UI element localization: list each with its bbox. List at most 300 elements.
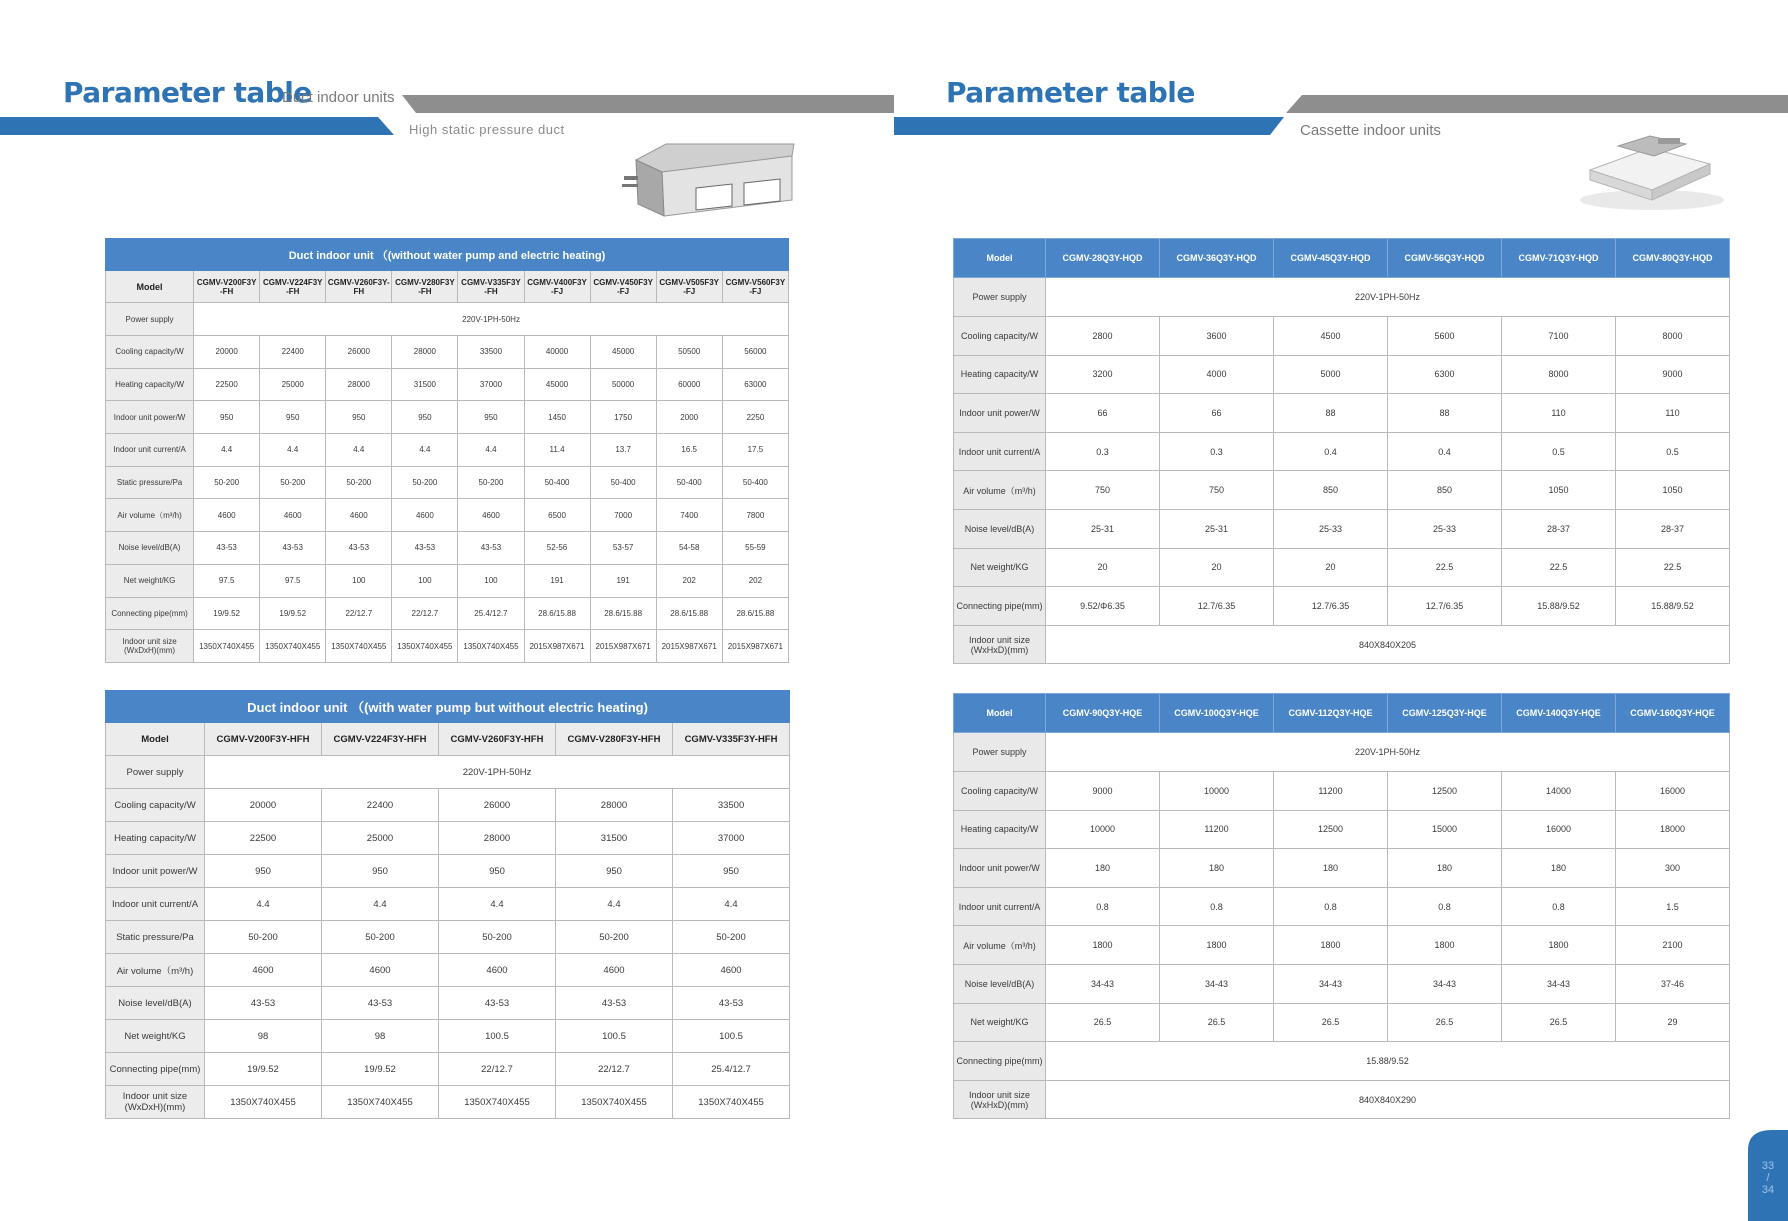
value-cell: 18000 (1616, 810, 1730, 849)
value-cell: 26000 (326, 336, 392, 369)
value-cell: 3600 (1160, 317, 1274, 356)
row-label: Indoor unit power/W (954, 394, 1046, 433)
model-cell: CGMV-71Q3Y-HQD (1502, 239, 1616, 278)
value-cell: 100.5 (439, 1020, 556, 1053)
value-cell: 100 (326, 564, 392, 597)
value-cell: 28.6/15.88 (590, 597, 656, 630)
value-cell: 43-53 (260, 532, 326, 565)
value-cell: 100 (392, 564, 458, 597)
value-cell: 4600 (322, 954, 439, 987)
table-row (954, 772, 1730, 811)
value-cell: 1350X740X455 (326, 630, 392, 663)
value-cell: 22500 (205, 822, 322, 855)
cassette-unit-image (1570, 134, 1730, 214)
model-cell: CGMV-28Q3Y-HQD (1046, 239, 1160, 278)
value-cell: 4.4 (260, 434, 326, 467)
value-cell: 12.7/6.35 (1160, 587, 1274, 626)
value-cell: 6300 (1388, 355, 1502, 394)
value-cell: 43-53 (673, 987, 790, 1020)
table-row (954, 964, 1730, 1003)
value-cell: 43-53 (194, 532, 260, 565)
value-cell: 0.8 (1274, 887, 1388, 926)
value-cell: 4600 (673, 954, 790, 987)
model-label: Model (106, 271, 194, 303)
value-cell: 50500 (656, 336, 722, 369)
value-cell: 50-200 (322, 921, 439, 954)
value-cell: 26.5 (1274, 1003, 1388, 1042)
value-cell: 4600 (439, 954, 556, 987)
value-cell: 950 (205, 855, 322, 888)
value-cell: 100.5 (556, 1020, 673, 1053)
value-cell: 110 (1502, 394, 1616, 433)
value-cell: 1800 (1046, 926, 1160, 965)
table-row (106, 499, 789, 532)
value-cell: 28-37 (1502, 509, 1616, 548)
value-cell: 22/12.7 (326, 597, 392, 630)
value-cell: 950 (439, 855, 556, 888)
value-cell: 1350X740X455 (556, 1086, 673, 1119)
value-cell: 50-200 (326, 466, 392, 499)
table-row (106, 532, 789, 565)
value-cell: 13.7 (590, 434, 656, 467)
value-cell: 1350X740X455 (205, 1086, 322, 1119)
value-cell: 53-57 (590, 532, 656, 565)
model-cell: CGMV-V260F3Y-HFH (439, 723, 556, 756)
model-row (106, 723, 790, 756)
value-cell: 19/9.52 (194, 597, 260, 630)
value-cell: 60000 (656, 368, 722, 401)
row-label: Indoor unit power/W (954, 849, 1046, 888)
value-cell: 50-400 (590, 466, 656, 499)
row-label: Indoor unit current/A (106, 888, 205, 921)
row-label: Net weight/KG (106, 564, 194, 597)
value-cell: 0.3 (1046, 432, 1160, 471)
value-cell: 25-31 (1160, 509, 1274, 548)
value-cell: 2100 (1616, 926, 1730, 965)
value-cell: 180 (1046, 849, 1160, 888)
value-cell: 0.3 (1160, 432, 1274, 471)
value-cell: 34-43 (1160, 964, 1274, 1003)
value-cell: 9000 (1616, 355, 1730, 394)
value-cell: 22/12.7 (556, 1053, 673, 1086)
value-cell: 15.88/9.52 (1616, 587, 1730, 626)
power-row (954, 278, 1730, 317)
table-row (954, 432, 1730, 471)
value-cell: 34-43 (1388, 964, 1502, 1003)
value-cell: 9000 (1046, 772, 1160, 811)
table-caption: Duct indoor unit （(without water pump and electric heating) (106, 239, 789, 271)
value-cell: 180 (1502, 849, 1616, 888)
value-cell: 1350X740X455 (260, 630, 326, 663)
row-label: Cooling capacity/W (106, 789, 205, 822)
value-cell: 1350X740X455 (322, 1086, 439, 1119)
value-cell: 15000 (1388, 810, 1502, 849)
model-cell: CGMV-100Q3Y-HQE (1160, 694, 1274, 733)
table-row (106, 954, 790, 987)
power-row (106, 303, 789, 336)
model-cell: CGMV-160Q3Y-HQE (1616, 694, 1730, 733)
table-row (106, 1053, 790, 1086)
table-row (106, 987, 790, 1020)
model-cell: CGMV-V450F3Y -FJ (590, 271, 656, 303)
row-label: Power supply (106, 756, 205, 789)
table-row (106, 630, 789, 663)
value-cell: 45000 (590, 336, 656, 369)
value-cell: 33500 (458, 336, 524, 369)
table-row (954, 587, 1730, 626)
page-number-left: 33 (1761, 1160, 1775, 1172)
model-cell: CGMV-V560F3Y -FJ (722, 271, 788, 303)
cassette-table-hqd (953, 238, 1730, 664)
duct-table-no-pump (105, 238, 789, 663)
right-page-title: Parameter table (946, 76, 1195, 109)
table-row (106, 855, 790, 888)
value-cell: 17.5 (722, 434, 788, 467)
value-cell: 3200 (1046, 355, 1160, 394)
row-label: Power supply (106, 303, 194, 336)
value-cell: 1.5 (1616, 887, 1730, 926)
model-label: Model (106, 723, 205, 756)
value-cell: 110 (1616, 394, 1730, 433)
model-cell: CGMV-V280F3Y -FH (392, 271, 458, 303)
table-row (954, 548, 1730, 587)
model-cell: CGMV-36Q3Y-HQD (1160, 239, 1274, 278)
table-row (106, 1086, 790, 1119)
model-cell: CGMV-V224F3Y-HFH (322, 723, 439, 756)
value-cell: 52-56 (524, 532, 590, 565)
value-cell: 50-400 (722, 466, 788, 499)
value-cell: 0.4 (1274, 432, 1388, 471)
value-cell: 7800 (722, 499, 788, 532)
value-cell: 950 (194, 401, 260, 434)
value-cell: 4600 (458, 499, 524, 532)
value-cell: 0.4 (1388, 432, 1502, 471)
value-cell: 750 (1160, 471, 1274, 510)
table-row (106, 822, 790, 855)
value-cell: 54-58 (656, 532, 722, 565)
row-label: Noise level/dB(A) (954, 964, 1046, 1003)
value-cell: 950 (392, 401, 458, 434)
power-value: 220V-1PH-50Hz (1046, 733, 1730, 772)
value-cell: 45000 (524, 368, 590, 401)
value-cell: 40000 (524, 336, 590, 369)
value-cell: 20 (1274, 548, 1388, 587)
value-cell: 5000 (1274, 355, 1388, 394)
power-row (106, 756, 790, 789)
value-cell: 2015X987X671 (722, 630, 788, 663)
value-cell: 4600 (326, 499, 392, 532)
model-cell: CGMV-90Q3Y-HQE (1046, 694, 1160, 733)
cassette-table-hqe (953, 693, 1730, 1119)
value-cell: 31500 (392, 368, 458, 401)
value-cell: 12500 (1388, 772, 1502, 811)
value-cell: 1350X740X455 (194, 630, 260, 663)
value-cell: 2800 (1046, 317, 1160, 356)
value-cell: 22.5 (1502, 548, 1616, 587)
value-cell: 20 (1160, 548, 1274, 587)
value-cell: 88 (1274, 394, 1388, 433)
table-row (106, 466, 789, 499)
row-label: Noise level/dB(A) (954, 509, 1046, 548)
row-label: Air volume（m³/h) (106, 499, 194, 532)
row-label: Noise level/dB(A) (106, 532, 194, 565)
value-cell: 1800 (1274, 926, 1388, 965)
row-label: Heating capacity/W (106, 368, 194, 401)
value-cell: 33500 (673, 789, 790, 822)
page-number-right: 34 (1761, 1184, 1775, 1196)
model-cell: CGMV-V260F3Y- FH (326, 271, 392, 303)
row-label: Power supply (954, 278, 1046, 317)
table-row (954, 317, 1730, 356)
page-number-sep: / (1766, 1172, 1770, 1184)
value-cell: 50-200 (673, 921, 790, 954)
value-cell: 4600 (205, 954, 322, 987)
value-cell: 43-53 (326, 532, 392, 565)
table-row (954, 355, 1730, 394)
value-cell: 1750 (590, 401, 656, 434)
value-cell: 50-200 (260, 466, 326, 499)
value-cell: 22.5 (1616, 548, 1730, 587)
value-cell: 840X840X205 (1046, 625, 1730, 664)
value-cell: 15.88/9.52 (1046, 1042, 1730, 1081)
value-cell: 1800 (1502, 926, 1616, 965)
value-cell: 25000 (260, 368, 326, 401)
value-cell: 97.5 (260, 564, 326, 597)
value-cell: 66 (1160, 394, 1274, 433)
value-cell: 16.5 (656, 434, 722, 467)
value-cell: 88 (1388, 394, 1502, 433)
power-value: 220V-1PH-50Hz (205, 756, 790, 789)
value-cell: 25-33 (1274, 509, 1388, 548)
value-cell: 19/9.52 (205, 1053, 322, 1086)
value-cell: 37000 (673, 822, 790, 855)
table-row (106, 597, 789, 630)
model-cell: CGMV-112Q3Y-HQE (1274, 694, 1388, 733)
left-product-caption: High static pressure duct (409, 122, 565, 137)
value-cell: 28000 (392, 336, 458, 369)
model-cell: CGMV-V335F3Y -FH (458, 271, 524, 303)
value-cell: 2000 (656, 401, 722, 434)
table-row (954, 887, 1730, 926)
row-label: Air volume（m³/h) (954, 926, 1046, 965)
value-cell: 19/9.52 (260, 597, 326, 630)
row-label: Net weight/KG (954, 1003, 1046, 1042)
value-cell: 4.4 (556, 888, 673, 921)
table-row (954, 1042, 1730, 1081)
value-cell: 100 (458, 564, 524, 597)
value-cell: 4000 (1160, 355, 1274, 394)
value-cell: 20000 (194, 336, 260, 369)
value-cell: 4500 (1274, 317, 1388, 356)
value-cell: 98 (322, 1020, 439, 1053)
value-cell: 26.5 (1160, 1003, 1274, 1042)
model-cell: CGMV-80Q3Y-HQD (1616, 239, 1730, 278)
value-cell: 9.52/Φ6.35 (1046, 587, 1160, 626)
row-label: Connecting pipe(mm) (106, 1053, 205, 1086)
value-cell: 191 (590, 564, 656, 597)
value-cell: 2015X987X671 (656, 630, 722, 663)
value-cell: 4.4 (194, 434, 260, 467)
table-row (954, 810, 1730, 849)
row-label: Power supply (954, 733, 1046, 772)
table-row (954, 625, 1730, 664)
model-cell: CGMV-V505F3Y -FJ (656, 271, 722, 303)
model-row (954, 694, 1730, 733)
value-cell: 22.5 (1388, 548, 1502, 587)
value-cell: 0.5 (1616, 432, 1730, 471)
value-cell: 15.88/9.52 (1502, 587, 1616, 626)
table-row (954, 926, 1730, 965)
page-number (1752, 1160, 1784, 1196)
value-cell: 11.4 (524, 434, 590, 467)
value-cell: 26.5 (1388, 1003, 1502, 1042)
right-header-bands (894, 0, 1788, 140)
value-cell: 2015X987X671 (590, 630, 656, 663)
value-cell: 4.4 (439, 888, 556, 921)
model-cell: CGMV-125Q3Y-HQE (1388, 694, 1502, 733)
value-cell: 0.8 (1502, 887, 1616, 926)
value-cell: 56000 (722, 336, 788, 369)
value-cell: 31500 (556, 822, 673, 855)
row-label: Static pressure/Pa (106, 466, 194, 499)
value-cell: 25.4/12.7 (673, 1053, 790, 1086)
value-cell: 0.8 (1160, 887, 1274, 926)
table-row (106, 336, 789, 369)
value-cell: 1350X740X455 (392, 630, 458, 663)
value-cell: 14000 (1502, 772, 1616, 811)
table-row (106, 1020, 790, 1053)
value-cell: 4600 (260, 499, 326, 532)
value-cell: 43-53 (392, 532, 458, 565)
value-cell: 1450 (524, 401, 590, 434)
row-label: Heating capacity/W (106, 822, 205, 855)
row-label: Air volume（m³/h) (954, 471, 1046, 510)
table-row (106, 401, 789, 434)
value-cell: 16000 (1502, 810, 1616, 849)
value-cell: 4.4 (673, 888, 790, 921)
value-cell: 6500 (524, 499, 590, 532)
value-cell: 34-43 (1046, 964, 1160, 1003)
value-cell: 25.4/12.7 (458, 597, 524, 630)
power-value: 220V-1PH-50Hz (1046, 278, 1730, 317)
row-label: Cooling capacity/W (954, 772, 1046, 811)
value-cell: 20000 (205, 789, 322, 822)
value-cell: 202 (656, 564, 722, 597)
left-page-subtitle: Duct indoor units (282, 89, 395, 106)
value-cell: 12500 (1274, 810, 1388, 849)
value-cell: 50-200 (205, 921, 322, 954)
value-cell: 12.7/6.35 (1388, 587, 1502, 626)
value-cell: 50000 (590, 368, 656, 401)
model-cell: CGMV-V200F3Y-HFH (205, 723, 322, 756)
value-cell: 28000 (439, 822, 556, 855)
value-cell: 66 (1046, 394, 1160, 433)
value-cell: 202 (722, 564, 788, 597)
model-label: Model (954, 239, 1046, 278)
table-row (106, 789, 790, 822)
table-row (954, 849, 1730, 888)
table-row (106, 368, 789, 401)
model-row (106, 271, 789, 303)
value-cell: 8000 (1616, 317, 1730, 356)
value-cell: 28.6/15.88 (524, 597, 590, 630)
value-cell: 28.6/15.88 (656, 597, 722, 630)
row-label: Connecting pipe(mm) (954, 1042, 1046, 1081)
value-cell: 180 (1388, 849, 1502, 888)
left-page-title: Parameter table (63, 76, 312, 109)
power-row (954, 733, 1730, 772)
value-cell: 840X840X290 (1046, 1080, 1730, 1119)
value-cell: 22/12.7 (439, 1053, 556, 1086)
value-cell: 26000 (439, 789, 556, 822)
value-cell: 7000 (590, 499, 656, 532)
table-row (106, 564, 789, 597)
row-label: Indoor unit size (WxDxH)(mm) (106, 1086, 205, 1119)
value-cell: 28.6/15.88 (722, 597, 788, 630)
duct-unit-image (620, 138, 800, 220)
value-cell: 10000 (1160, 772, 1274, 811)
value-cell: 11200 (1274, 772, 1388, 811)
table-row (954, 1080, 1730, 1119)
table-row (106, 888, 790, 921)
row-label: Heating capacity/W (954, 810, 1046, 849)
row-label: Indoor unit current/A (954, 432, 1046, 471)
value-cell: 1050 (1616, 471, 1730, 510)
value-cell: 4.4 (322, 888, 439, 921)
value-cell: 26.5 (1502, 1003, 1616, 1042)
value-cell: 50-200 (439, 921, 556, 954)
model-cell: CGMV-V400F3Y -FJ (524, 271, 590, 303)
value-cell: 43-53 (322, 987, 439, 1020)
model-cell: CGMV-V335F3Y-HFH (673, 723, 790, 756)
value-cell: 4.4 (205, 888, 322, 921)
value-cell: 50-400 (524, 466, 590, 499)
table-row (954, 394, 1730, 433)
duct-table-with-pump (105, 690, 790, 1119)
value-cell: 4600 (556, 954, 673, 987)
value-cell: 22500 (194, 368, 260, 401)
value-cell: 750 (1046, 471, 1160, 510)
value-cell: 34-43 (1274, 964, 1388, 1003)
row-label: Static pressure/Pa (106, 921, 205, 954)
value-cell: 55-59 (722, 532, 788, 565)
table-row (954, 471, 1730, 510)
value-cell: 19/9.52 (322, 1053, 439, 1086)
value-cell: 50-400 (656, 466, 722, 499)
value-cell: 2250 (722, 401, 788, 434)
value-cell: 16000 (1616, 772, 1730, 811)
value-cell: 63000 (722, 368, 788, 401)
value-cell: 1800 (1388, 926, 1502, 965)
value-cell: 25000 (322, 822, 439, 855)
row-label: Indoor unit size (WxDxH)(mm) (106, 630, 194, 663)
row-label: Indoor unit size (WxHxD)(mm) (954, 625, 1046, 664)
power-value: 220V-1PH-50Hz (194, 303, 789, 336)
value-cell: 28000 (556, 789, 673, 822)
row-label: Cooling capacity/W (106, 336, 194, 369)
value-cell: 1050 (1502, 471, 1616, 510)
value-cell: 50-200 (194, 466, 260, 499)
row-label: Connecting pipe(mm) (106, 597, 194, 630)
row-label: Connecting pipe(mm) (954, 587, 1046, 626)
model-cell: CGMV-V224F3Y -FH (260, 271, 326, 303)
value-cell: 12.7/6.35 (1274, 587, 1388, 626)
value-cell: 850 (1388, 471, 1502, 510)
value-cell: 191 (524, 564, 590, 597)
value-cell: 4.4 (392, 434, 458, 467)
value-cell: 8000 (1502, 355, 1616, 394)
row-label: Cooling capacity/W (954, 317, 1046, 356)
